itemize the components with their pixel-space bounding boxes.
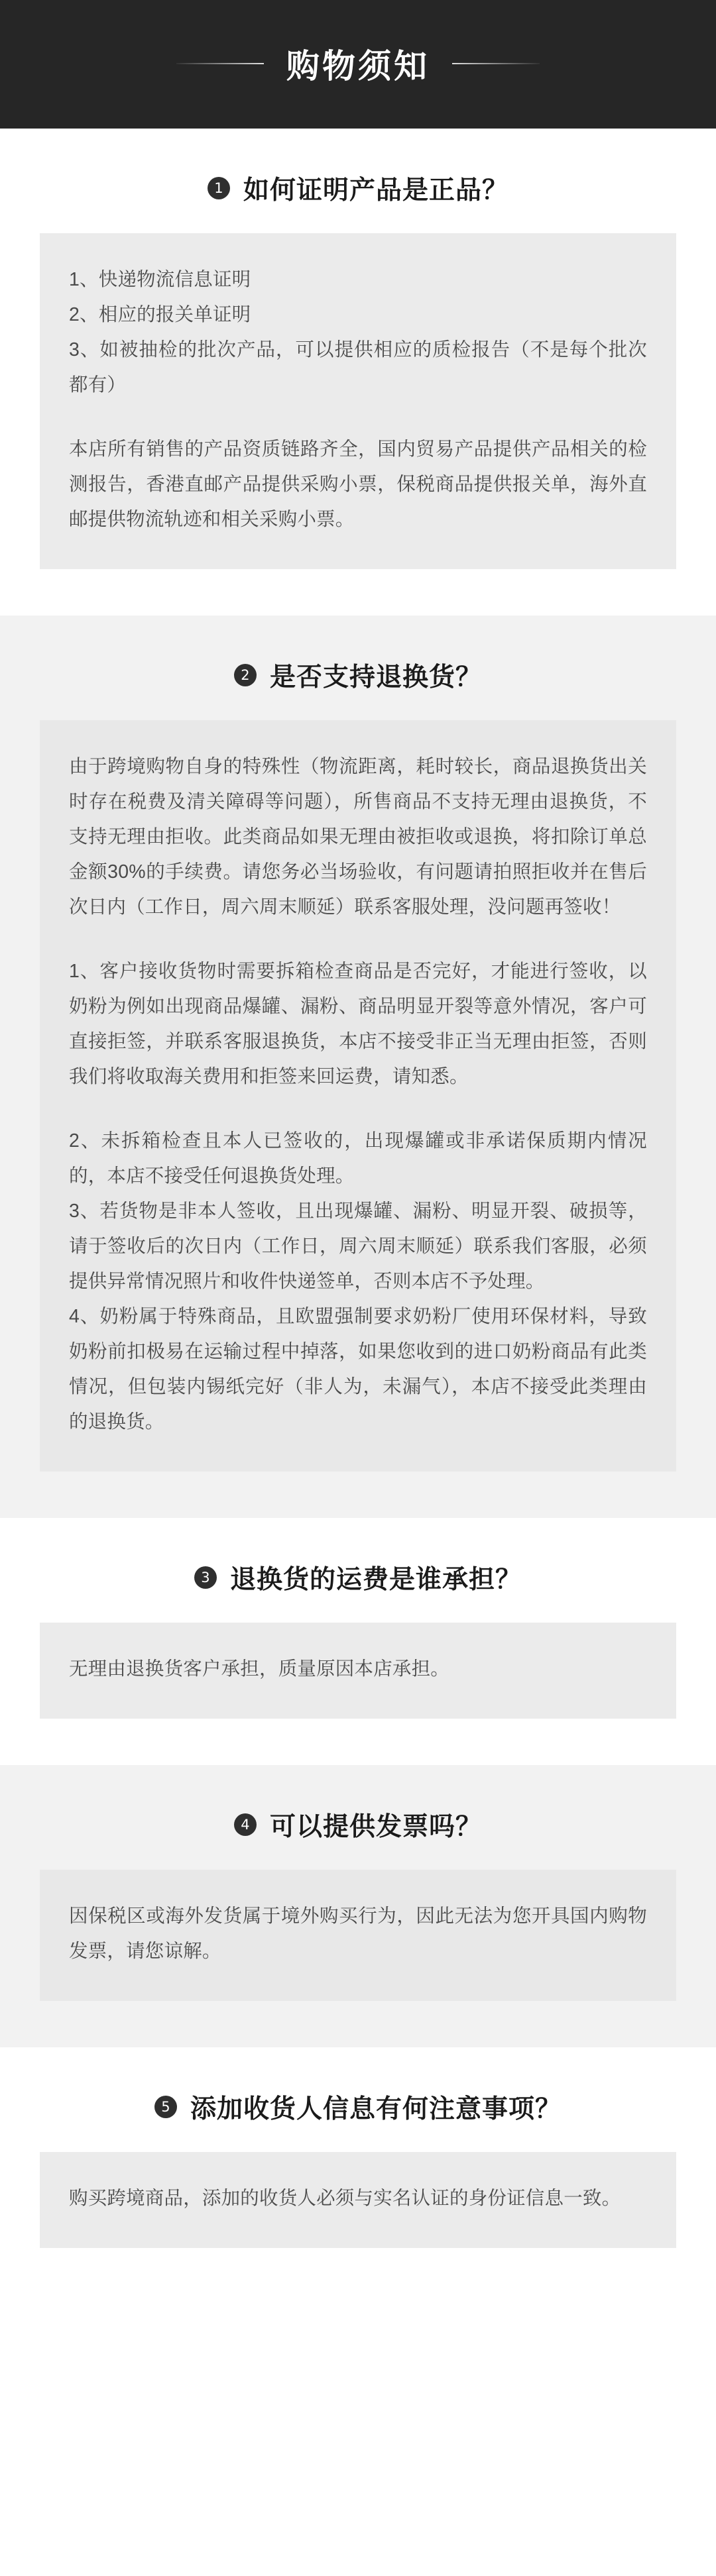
banner-rule-right: [452, 63, 540, 64]
section-3-body-wrap: [0, 1623, 716, 1765]
section-4-number: 4: [234, 1813, 257, 1836]
section-2-paragraph-4: 3、若货物是非本人签收，且出现爆罐、漏粉、明显开裂、破损等，请于签收后的次日内（工作日，周六周末顺延）联系我们客服，必须提供异常情况照片和收件快递签单，否则本店不予处理。: [69, 1201, 647, 1292]
section-5-body-wrap: [0, 2152, 716, 2294]
section-1-header: [0, 129, 716, 233]
section-1-title: 如何证明产品是正品？: [243, 176, 508, 205]
section-2-paragraph-1: 由于跨境购物自身的特殊性（物流距离，耗时较长，商品退换货出关时存在税费及清关障碍等问题），所售商品不支持无理由退换货，不支持无理由拒收。此类商品如果无理由被拒收或退换，将扣除订单总金额30%的手续费。请您务必当场验收，有问题请拍照拒收并在售后次日内（工作日，周六周末顺延）联系客服处理，没问题再签收！: [69, 756, 647, 918]
page-title: 购物须知: [286, 48, 430, 85]
section-5-paragraph-1: 购买跨境商品，添加的收货人必须与实名认证的身份证信息一致。: [69, 2188, 621, 2209]
section-4-body-wrap: [0, 1870, 716, 2047]
section-1-paragraph-1: 1、快递物流信息证明: [69, 269, 251, 290]
section-3-title: 退换货的运费是谁承担？: [229, 1566, 522, 1594]
section-5: [0, 2047, 716, 2294]
section-2-header: [0, 616, 716, 720]
section-2-body-wrap: [0, 720, 716, 1518]
section-1: [0, 129, 716, 616]
section-3-number: 3: [194, 1566, 217, 1589]
section-5-title: 添加收货人信息有何注意事项？: [190, 2095, 562, 2123]
section-4-paragraph-1: 因保税区或海外发货属于境外购买行为，因此无法为您开具国内购物发票，请您谅解。: [69, 1905, 647, 1962]
section-1-number: 1: [208, 177, 230, 199]
section-3-header: [0, 1518, 716, 1623]
section-4-card: [40, 1870, 676, 2001]
section-5-header: [0, 2047, 716, 2152]
section-1-body-wrap: [0, 233, 716, 616]
section-1-paragraph-4: 本店所有销售的产品资质链路齐全，国内贸易产品提供产品相关的检测报告，香港直邮产品提供采购小票，保税商品提供报关单，海外直邮提供物流轨迹和相关采购小票。: [69, 439, 647, 530]
section-2-paragraph-5: 4、奶粉属于特殊商品，且欧盟强制要求奶粉厂使用环保材料，导致奶粉前扣极易在运输过程中掉落，如果您收到的进口奶粉商品有此类情况，但包装内锡纸完好（非人为，未漏气），本店不接受此类理由的退换货。: [69, 1306, 647, 1432]
section-2: [0, 616, 716, 1518]
section-2-number: 2: [234, 664, 257, 686]
section-1-card: [40, 233, 676, 569]
section-2-card: [40, 720, 676, 1472]
page-banner: [0, 0, 716, 129]
section-5-card: [40, 2152, 676, 2248]
section-1-paragraph-3: 3、如被抽检的批次产品，可以提供相应的质检报告（不是每个批次都有）: [69, 339, 647, 396]
section-4: [0, 1765, 716, 2047]
section-5-number: 5: [154, 2096, 177, 2118]
section-2-paragraph-2: 1、客户接收货物时需要拆箱检查商品是否完好，才能进行签收，以奶粉为例如出现商品爆罐、漏粉、商品明显开裂等意外情况，客户可直接拒签，并联系客服退换货，本店不接受非正当无理由拒签，否则我们将收取海关费用和拒签来回运费，请知悉。: [69, 961, 647, 1087]
section-4-header: [0, 1765, 716, 1870]
section-2-title: 是否支持退换货？: [269, 663, 482, 692]
section-3: [0, 1518, 716, 1765]
section-3-paragraph-1: 无理由退换货客户承担，质量原因本店承担。: [69, 1658, 450, 1680]
section-3-card: [40, 1623, 676, 1719]
banner-rule-left: [176, 63, 264, 64]
section-1-paragraph-2: 2、相应的报关单证明: [69, 304, 251, 325]
section-4-title: 可以提供发票吗？: [269, 1813, 482, 1841]
section-2-paragraph-3: 2、未拆箱检查且本人已签收的，出现爆罐或非承诺保质期内情况的，本店不接受任何退换货处理。: [69, 1130, 647, 1187]
